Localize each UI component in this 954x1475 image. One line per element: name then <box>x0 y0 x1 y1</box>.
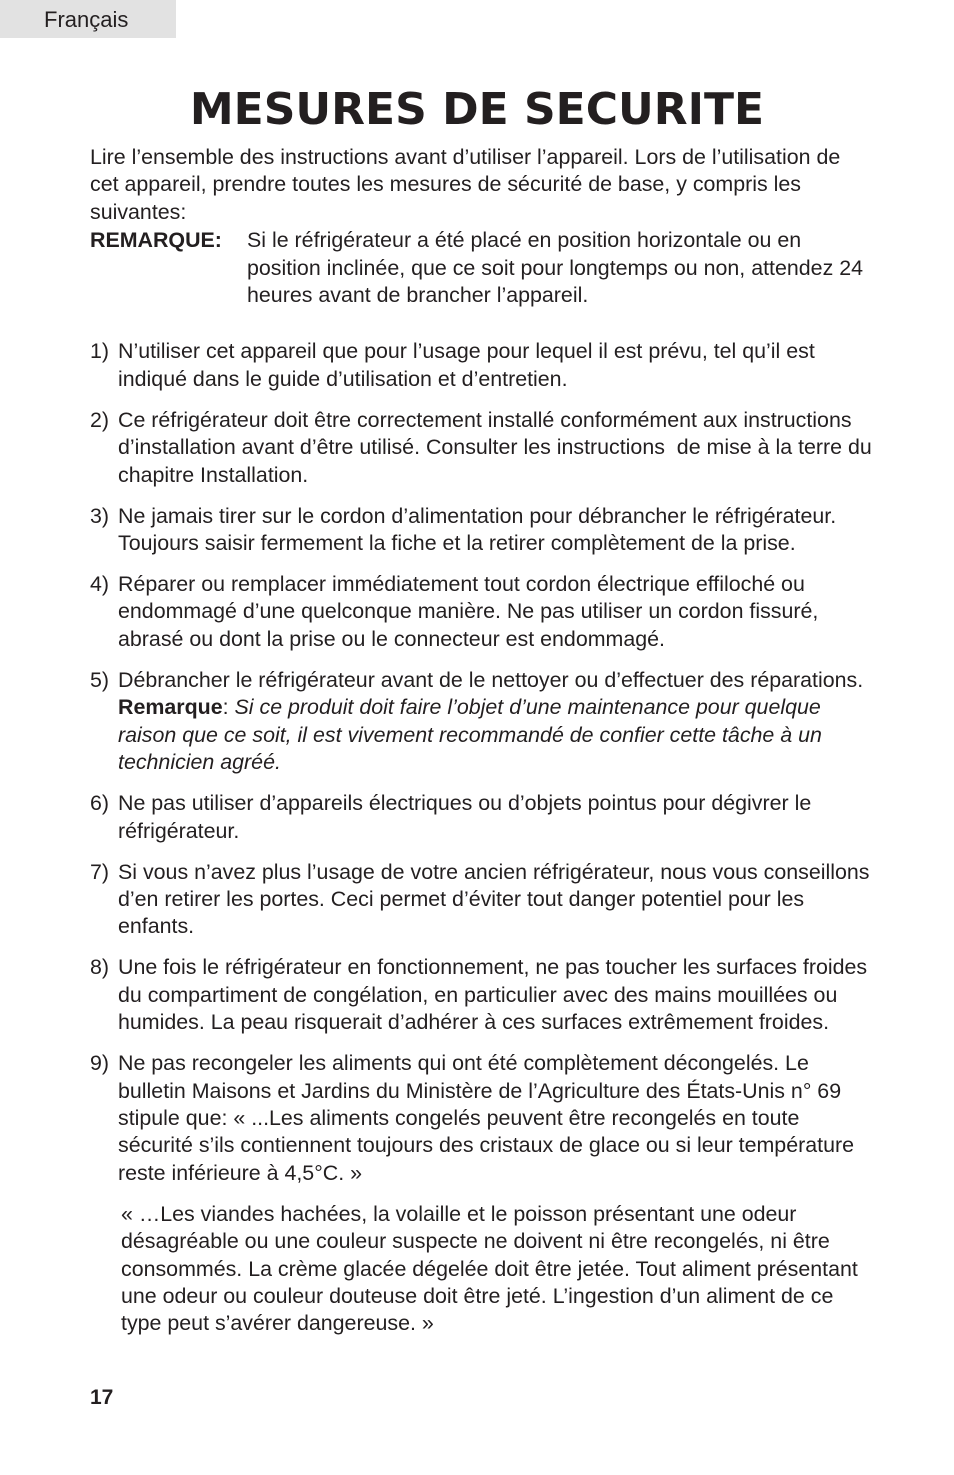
item-note-separator: : <box>222 695 229 720</box>
item-text: Ce réfrigérateur doit être correctement installé conformément aux instructions d’installation avant d’être utilisé. Consulter les instructions de mise à la terre du chapitre Installation. <box>118 407 878 487</box>
item-number: 4) <box>90 572 110 597</box>
note-text: Si le réfrigérateur a été placé en position horizontale ou en position inclinée, que ce soit pour longtemps ou non, attendez 24 heures avant de brancher l’appareil. <box>247 228 863 308</box>
intro-note <box>90 227 874 309</box>
language-tab: Français <box>0 0 176 38</box>
list-item <box>90 790 874 845</box>
item-number: 3) <box>90 503 110 528</box>
item-text: Réparer ou remplacer immédiatement tout cordon électrique effiloché ou endommagé d’une quelconque manière. Ne pas utiliser un cordon fissuré, abrasé ou dont la prise ou le connecteur est endommagé. <box>118 572 819 651</box>
item-note-text: Si ce produit doit faire l’objet d’une maintenance pour quelque raison que ce soit, il est vivement recommandé de confier cette tâche à un technicien agréé. <box>118 695 822 775</box>
list-item <box>90 667 874 777</box>
item-text: Si vous n’avez plus l’usage de votre ancien réfrigérateur, nous vous conseillons d’en retirer les portes. Ceci permet d’éviter tout danger potentiel pour les enfants. <box>118 859 870 939</box>
item-text: Ne pas utiliser d’appareils électriques ou d’objets pointus pour dégivrer le réfrigérateur. <box>118 791 812 843</box>
safety-list <box>90 338 878 1187</box>
list-item <box>90 954 874 1036</box>
list-item <box>90 407 878 489</box>
item-number: 9) <box>90 1051 110 1076</box>
item-text: Ne pas recongeler les aliments qui ont été complètement décongelés. Le bulletin Maisons et Jardins du Ministère de l’Agriculture des États-Unis n° 69 stipule que: « ...Les aliments congelés peuvent être recongelés en toute sécurité s’ils contiennent toujours des cristaux de glace ou si leur température reste inférieure à 4,5°C. » <box>118 1051 854 1185</box>
intro-paragraph: Lire l’ensemble des instructions avant d’utiliser l’appareil. Lors de l’utilisation de cet appareil, prendre toutes les mesures de sécurité de base, y compris les suivantes: <box>90 145 841 224</box>
item-number: 7) <box>90 859 110 884</box>
list-item <box>90 1050 874 1187</box>
item-number: 2) <box>90 407 110 432</box>
item-text: Une fois le réfrigérateur en fonctionnement, ne pas toucher les surfaces froides du compartiment de congélation, en particulier avec des mains mouillées ou humides. La peau risquerait d’adhérer à ces surfaces extrêmement froides. <box>118 955 868 1035</box>
item-number: 1) <box>90 339 110 364</box>
item-text: Ne jamais tirer sur le cordon d’alimentation pour débrancher le réfrigérateur. Toujours saisir fermement la fiche et la retirer complètement de la prise. <box>118 503 837 556</box>
note-label: REMARQUE: <box>90 228 222 253</box>
quote-paragraph: « …Les viandes hachées, la volaille et le poisson présentant une odeur désagréable ou une couleur suspecte ne doivent ni être recongelés, ni être consommés. La crème glacée dégelée doit être jetée. Tout aliment présentant une odeur ou couleur douteuse doit être jeté. L’ingestion d’un aliment de ce type peut s’avérer dangereuse. » <box>121 1201 858 1336</box>
list-item <box>90 859 874 941</box>
item-number: 6) <box>90 791 110 816</box>
list-item <box>90 503 874 558</box>
item-text: N’utiliser cet appareil que pour l’usage pour lequel il est prévu, tel qu’il est indiqué dans le guide d’utilisation et d’entretien. <box>118 339 815 391</box>
page-title: MESURES DE SECURITE <box>189 84 765 135</box>
item-note-label: Remarque <box>118 695 223 720</box>
item-text: Débrancher le réfrigérateur avant de le nettoyer ou d’effectuer des réparations. <box>118 667 864 692</box>
item-number: 5) <box>90 667 110 692</box>
item-number: 8) <box>90 955 110 980</box>
safety-content <box>90 144 878 1338</box>
page-number: 17 <box>90 1386 114 1409</box>
list-item <box>90 571 874 653</box>
list-item <box>90 338 874 393</box>
